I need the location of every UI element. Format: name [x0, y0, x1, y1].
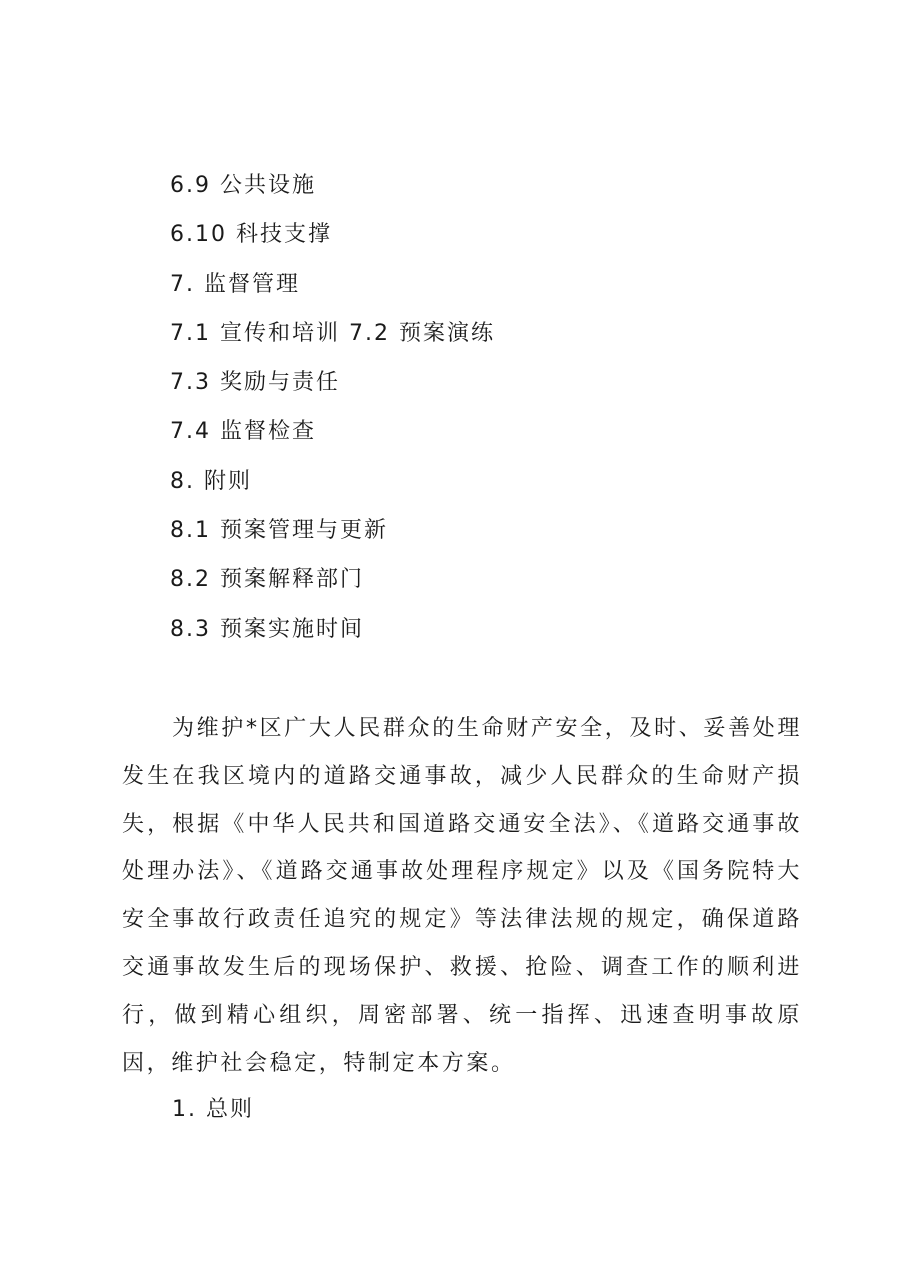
table-of-contents [170, 168, 495, 661]
section-heading: 1. 总则 [172, 1097, 254, 1122]
toc-item: 8.3 预案实施时间 [170, 616, 364, 642]
toc-item: 7.1 宣传和培训 7.2 预案演练 [170, 320, 495, 346]
toc-item: 7. 监督管理 [170, 271, 300, 297]
toc-item: 7.4 监督检查 [170, 419, 316, 445]
intro-paragraph: 为维护*区广大人民群众的生命财产安全，及时、妥善处理发生在我区境内的道路交通事故，减少人民群众的生命财产损失，根据《中华人民共和国道路交通安全法》、《道路交通事故处理办法》、《道路交通事故处理程序规定》以及《国务院特大安全事故行政责任追究的规定》等法律法规的规定，确保道路交通事故发生后的现场保护、救援、抢险、调查工作的顺利进行，做到精心组织，周密部署、统一指挥、迅速查明事故原因，维护社会稳定，特制定本方案。 [122, 716, 802, 1076]
toc-item: 6.10 科技支撑 [170, 222, 332, 248]
toc-item: 8.2 预案解释部门 [170, 567, 364, 593]
toc-item: 8.1 预案管理与更新 [170, 518, 388, 544]
toc-item: 6.9 公共设施 [170, 173, 316, 198]
toc-item: 8. 附则 [170, 468, 252, 494]
toc-item: 7.3 奖励与责任 [170, 370, 340, 396]
